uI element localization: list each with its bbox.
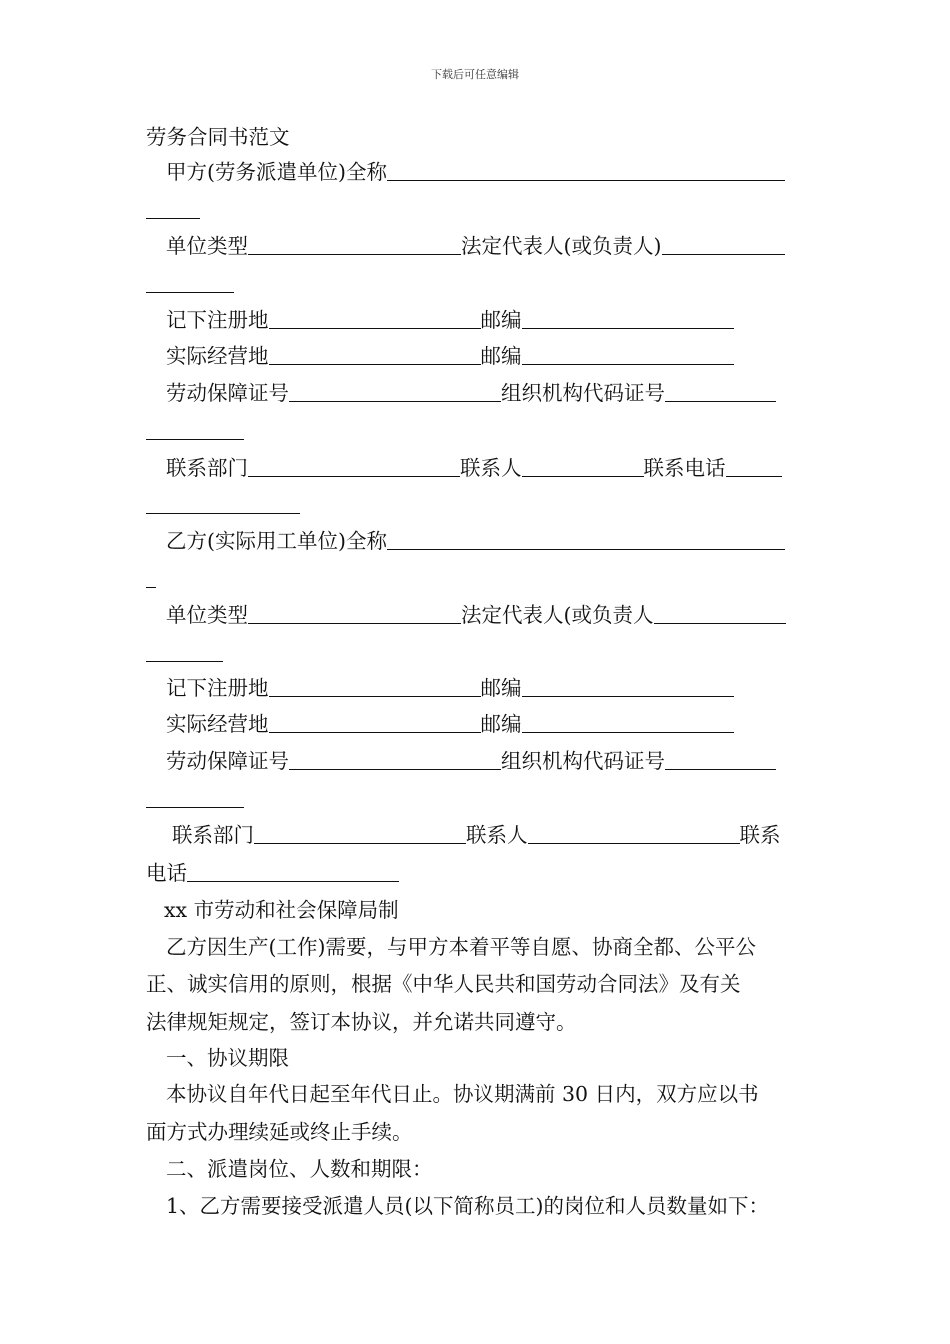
party-b-actual-address-label: 实际经营地 [166, 712, 269, 736]
party-a-contact-person-blank[interactable] [522, 456, 644, 477]
section-2-item-1: 1、乙方需要接受派遣人员(以下简称员工)的岗位和人员数量如下： [166, 1194, 770, 1218]
party-b-contact-phone-label-a: 联系 [739, 823, 781, 847]
party-b-contact-person-label: 联系人 [466, 823, 528, 847]
party-b-reg-address-blank[interactable] [269, 676, 481, 697]
party-a-legal-rep-blank-2[interactable] [146, 272, 234, 293]
section-1-line-1: 本协议自年代日起至年代日止。协议期满前 30 日内，双方应以书 [166, 1082, 759, 1106]
party-b-actual-address-blank[interactable] [269, 712, 481, 733]
party-b-contact-phone-blank[interactable] [187, 861, 399, 882]
party-a-org-code-blank-2[interactable] [146, 419, 244, 440]
party-a-reg-address-blank[interactable] [269, 308, 481, 329]
party-a-legal-rep-blank[interactable] [662, 234, 785, 255]
party-b-postcode-blank[interactable] [522, 676, 734, 697]
party-a-contact-phone-label: 联系电话 [643, 456, 726, 480]
party-b-name-blank-2[interactable] [146, 567, 156, 588]
document-title: 劳务合同书范文 [146, 125, 290, 149]
section-1-line-2: 面方式办理续延或终止手续。 [146, 1120, 413, 1144]
party-b-type-line [166, 602, 786, 628]
party-a-contact-person-label: 联系人 [460, 456, 522, 480]
party-a-org-code-blank[interactable] [665, 381, 776, 402]
party-b-phone-line [146, 860, 399, 886]
page-header-note: 下载后可任意编辑 [431, 68, 519, 81]
party-b-contact-dept-blank[interactable] [254, 823, 466, 844]
intro-line-2: 正、诚实信用的原则，根据《中华人民共和国劳动合同法》及有关 [146, 972, 741, 996]
party-a-contact-phone-blank[interactable] [726, 456, 782, 477]
party-a-reg-address-label: 记下注册地 [166, 308, 269, 332]
party-b-contact-line [172, 822, 781, 848]
party-a-type-line [166, 233, 785, 259]
party-a-legal-rep-label: 法定代表人(或负责人) [461, 234, 662, 258]
intro-line-3: 法律规矩规定，签订本协议，并允诺共同遵守。 [146, 1010, 577, 1034]
party-a-name-blank-cont [146, 197, 200, 223]
party-b-name-blank-cont [146, 566, 156, 592]
party-a-postcode2-label: 邮编 [480, 344, 522, 368]
party-b-reg-line [166, 675, 734, 701]
party-a-postcode-label: 邮编 [480, 308, 522, 332]
party-b-postcode2-blank[interactable] [522, 712, 734, 733]
party-a-postcode-blank[interactable] [522, 308, 734, 329]
party-a-actual-address-label: 实际经营地 [166, 344, 269, 368]
party-b-postcode2-label: 邮编 [480, 712, 522, 736]
party-a-contact-dept-label: 联系部门 [166, 456, 248, 480]
section-2-title: 二、派遣岗位、人数和期限： [166, 1157, 433, 1181]
party-b-contact-person-blank[interactable] [528, 823, 740, 844]
party-a-postcode2-blank[interactable] [522, 344, 734, 365]
party-a-name-line [166, 159, 785, 185]
party-b-legal-rep-label: 法定代表人(或负责人 [461, 603, 654, 627]
party-a-contact-phone-blank-2[interactable] [146, 493, 300, 514]
party-b-legal-rep-blank-2[interactable] [146, 641, 223, 662]
section-1-title: 一、协议期限 [166, 1046, 289, 1070]
party-b-unit-type-label: 单位类型 [166, 603, 248, 627]
party-b-org-code-blank[interactable] [665, 749, 776, 770]
party-b-labor-cert-blank[interactable] [289, 749, 501, 770]
party-b-name-line [166, 528, 785, 554]
party-b-cert-line [166, 748, 776, 774]
party-a-name-blank[interactable] [387, 160, 785, 181]
party-a-cert-blank-cont [146, 418, 244, 444]
party-b-type-blank-cont [146, 640, 223, 666]
party-b-contact-phone-label-b: 电话 [146, 861, 187, 885]
party-a-unit-type-blank[interactable] [248, 234, 461, 255]
party-a-contact-dept-blank[interactable] [248, 456, 460, 477]
party-a-labor-cert-label: 劳动保障证号 [166, 381, 289, 405]
party-a-contact-line [166, 455, 782, 481]
party-b-unit-type-blank[interactable] [248, 603, 461, 624]
party-a-type-blank-cont [146, 271, 234, 297]
party-b-contact-dept-label: 联系部门 [172, 823, 254, 847]
party-a-name-label: 甲方(劳务派遣单位)全称 [166, 160, 387, 184]
party-a-name-blank-2[interactable] [146, 198, 200, 219]
party-b-name-blank[interactable] [387, 529, 785, 550]
party-b-org-code-blank-2[interactable] [146, 787, 244, 808]
party-a-actual-address-blank[interactable] [269, 344, 481, 365]
party-b-legal-rep-blank[interactable] [654, 603, 786, 624]
party-b-org-code-label: 组织机构代码证号 [501, 749, 665, 773]
issuer-line: xx 市劳动和社会保障局制 [164, 898, 399, 922]
party-a-unit-type-label: 单位类型 [166, 234, 248, 258]
party-b-postcode-label: 邮编 [480, 676, 522, 700]
intro-line-1: 乙方因生产(工作)需要，与甲方本着平等自愿、协商全都、公平公 [166, 935, 756, 959]
party-b-reg-address-label: 记下注册地 [166, 676, 269, 700]
party-a-cert-line [166, 380, 776, 406]
party-a-reg-line [166, 307, 734, 333]
party-a-actual-line [166, 343, 734, 369]
party-a-contact-blank-cont [146, 492, 300, 518]
party-b-labor-cert-label: 劳动保障证号 [166, 749, 289, 773]
party-a-org-code-label: 组织机构代码证号 [501, 381, 665, 405]
party-a-labor-cert-blank[interactable] [289, 381, 501, 402]
party-b-cert-blank-cont [146, 786, 244, 812]
party-b-name-label: 乙方(实际用工单位)全称 [166, 529, 387, 553]
party-b-actual-line [166, 711, 734, 737]
